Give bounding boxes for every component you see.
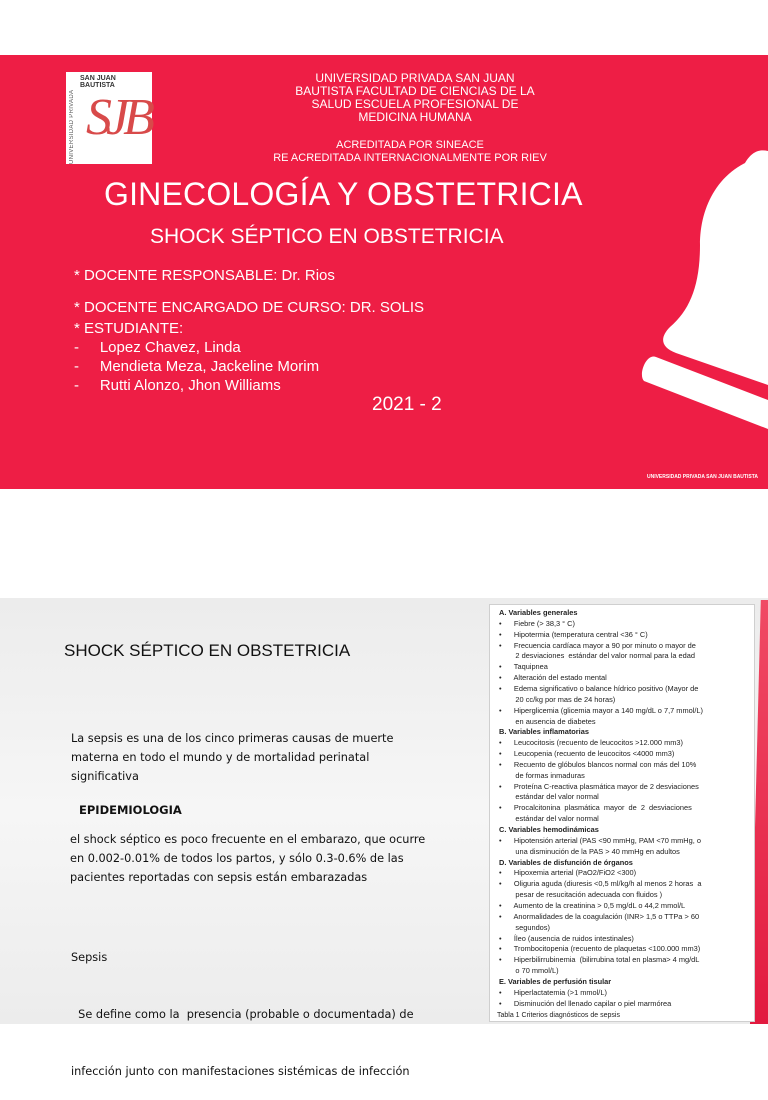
table-criterion: • Hiperbilirrubinemia (bilirrubina total en plasma> 4 mg/dL (499, 955, 700, 965)
table-criterion: • Disminución del llenado capilar o piel marmórea (499, 998, 672, 1008)
logo-side-text: UNIVERSIDAD PRIVADA (69, 89, 75, 164)
table-criterion: • Leucopenia (recuento de leucocitos <4000 mm3) (499, 749, 675, 759)
table-caption: Tabla 1 Criterios diagnósticos de sepsis (497, 1012, 620, 1019)
sepsis-line: infección junto con manifestaciones sistémicas de infección (71, 1065, 410, 1078)
table-criterion: pesar de resucitación adecuada con fluidos ) (499, 890, 663, 900)
student-item: - Mendieta Meza, Jackeline Morim (74, 358, 320, 375)
table-criterion: • Fiebre (> 38,3 ° C) (499, 618, 575, 628)
content-slide-title: SHOCK SÉPTICO EN OBSTETRICIA (64, 641, 351, 660)
docente-encargado: * DOCENTE ENCARGADO DE CURSO: DR. SOLIS (74, 299, 425, 316)
intro-line: La sepsis es una de los cinco primeras causas de muerte (71, 732, 394, 745)
university-line: SALUD ESCUELA PROFESIONAL DE (311, 97, 519, 111)
table-criterion: en ausencia de diabetes (499, 716, 596, 726)
table-section-heading: C. Variables hemodinámicas (499, 825, 599, 834)
intro-paragraph (71, 729, 393, 786)
table-criterion: • Taquipnea (499, 662, 548, 672)
table-criterion: • Hipotermia (temperatura central <36 ° C) (499, 629, 648, 639)
table-criterion: 20 cc/kg por mas de 24 horas) (499, 694, 616, 704)
table-criterion: o 70 mmol/L) (499, 966, 559, 976)
table-criterion: • Proteína C-reactiva plasmática mayor de 2 desviaciones (499, 781, 699, 791)
intro-line: significativa (71, 770, 139, 783)
table-section-heading: E. Variables de perfusión tisular (499, 976, 612, 986)
docente-responsable: * DOCENTE RESPONSABLE: Dr. Rios (74, 267, 335, 284)
epidemiology-paragraph (70, 830, 425, 887)
slide-title: GINECOLOGÍA Y OBSTETRICIA (104, 176, 583, 212)
academic-year: 2021 - 2 (372, 394, 442, 415)
logo-top-text: SAN JUAN BAUTISTA (80, 75, 116, 89)
table-criterion: estándar del valor normal (499, 792, 599, 802)
table-criterion: • Leucocitosis (recuento de leucocitos >12.000 mm3) (499, 738, 683, 748)
table-section-heading: A. Variables generales (499, 608, 578, 617)
epidemiology-line: el shock séptico es poco frecuente en el embarazo, que ocurre (70, 833, 426, 846)
table-criterion: • Íleo (ausencia de ruidos intestinales) (499, 933, 634, 943)
sepsis-line: Sepsis (71, 951, 108, 964)
accreditation (240, 139, 580, 165)
table-criterion: segundos) (499, 922, 550, 932)
accreditation-line: RE ACREDITADA INTERNACIONALMENTE POR RIEV (273, 152, 547, 164)
accreditation-line: ACREDITADA POR SINEACE (336, 139, 484, 151)
university-name (270, 72, 560, 124)
table-criterion: • Procalcitonina plasmática mayor de 2 desviaciones (499, 803, 692, 813)
slide-footer: UNIVERSIDAD PRIVADA SAN JUAN BAUTISTA (646, 474, 758, 480)
table-criterion: • Oliguria aguda (diuresis <0,5 ml/kg/h al menos 2 horas a (499, 879, 702, 889)
table-criterion: • Hipoxemia arterial (PaO2/FiO2 <300) (499, 868, 637, 878)
table-section-heading: B. Variables inflamatorias (499, 727, 589, 737)
table-criterion: • Trombocitopenia (recuento de plaquetas <100.000 mm3) (499, 944, 701, 954)
epidemiology-line: pacientes reportadas con sepsis están embarazadas (70, 871, 368, 884)
student-item: - Rutti Alonzo, Jhon Williams (74, 377, 281, 394)
table-criterion: • Hiperlactatemia (>1 mmol/L) (499, 987, 607, 997)
table-criterion: 2 desviaciones estándar del valor normal para la edad (499, 651, 695, 661)
university-line: MEDICINA HUMANA (358, 110, 472, 124)
sepsis-line: Se define como la presencia (probable o documentada) de (71, 1008, 414, 1021)
table-criterion: • Hiperglicemia (glicemia mayor a 140 mg/dL o 7,7 mmol/L) (499, 705, 703, 715)
university-line: UNIVERSIDAD PRIVADA SAN JUAN (315, 71, 515, 85)
table-section-heading: D. Variables de disfunción de órganos (499, 857, 633, 867)
epidemiology-line: en 0.002-0.01% de todos los partos, y sólo 0.3-0.6% de las (70, 852, 404, 865)
table-criterion: • Recuento de glóbulos blancos normal con más del 10% (499, 759, 697, 769)
logo-mark: SJB (86, 89, 149, 146)
table-criterion: • Hipotensión arterial (PAS <90 mmHg, PAM <70 mmHg, o (499, 835, 701, 845)
table-criterion: • Frecuencia cardíaca mayor a 90 por minuto o mayor de (499, 640, 696, 650)
table-criterion: • Edema significativo o balance hídrico positivo (Mayor de (499, 683, 699, 693)
estudiante-label: * ESTUDIANTE: (74, 320, 184, 337)
intro-line: materna en todo el mundo y de mortalidad perinatal (71, 751, 370, 764)
table-criterion: estándar del valor normal (499, 814, 599, 824)
university-line: BAUTISTA FACULTAD DE CIENCIAS DE LA (295, 84, 535, 98)
sepsis-paragraph (71, 910, 414, 1100)
epidemiology-heading: EPIDEMIOLOGIA (79, 803, 182, 817)
table-criterion: • Alteración del estado mental (499, 673, 607, 683)
table-criterion: • Aumento de la creatinina > 0,5 mg/dL o 44,2 mmol/L (499, 900, 686, 910)
student-item: - Lopez Chavez, Linda (74, 339, 241, 356)
table-criterion: de formas inmaduras (499, 770, 585, 780)
table-criterion: una disminución de la PAS > 40 mmHg en adultos (499, 846, 680, 856)
slide-subtitle: SHOCK SÉPTICO EN OBSTETRICIA (150, 225, 504, 248)
table-criterion: • Anormalidades de la coagulación (INR> 1,5 o TTPa > 60 (499, 911, 700, 921)
